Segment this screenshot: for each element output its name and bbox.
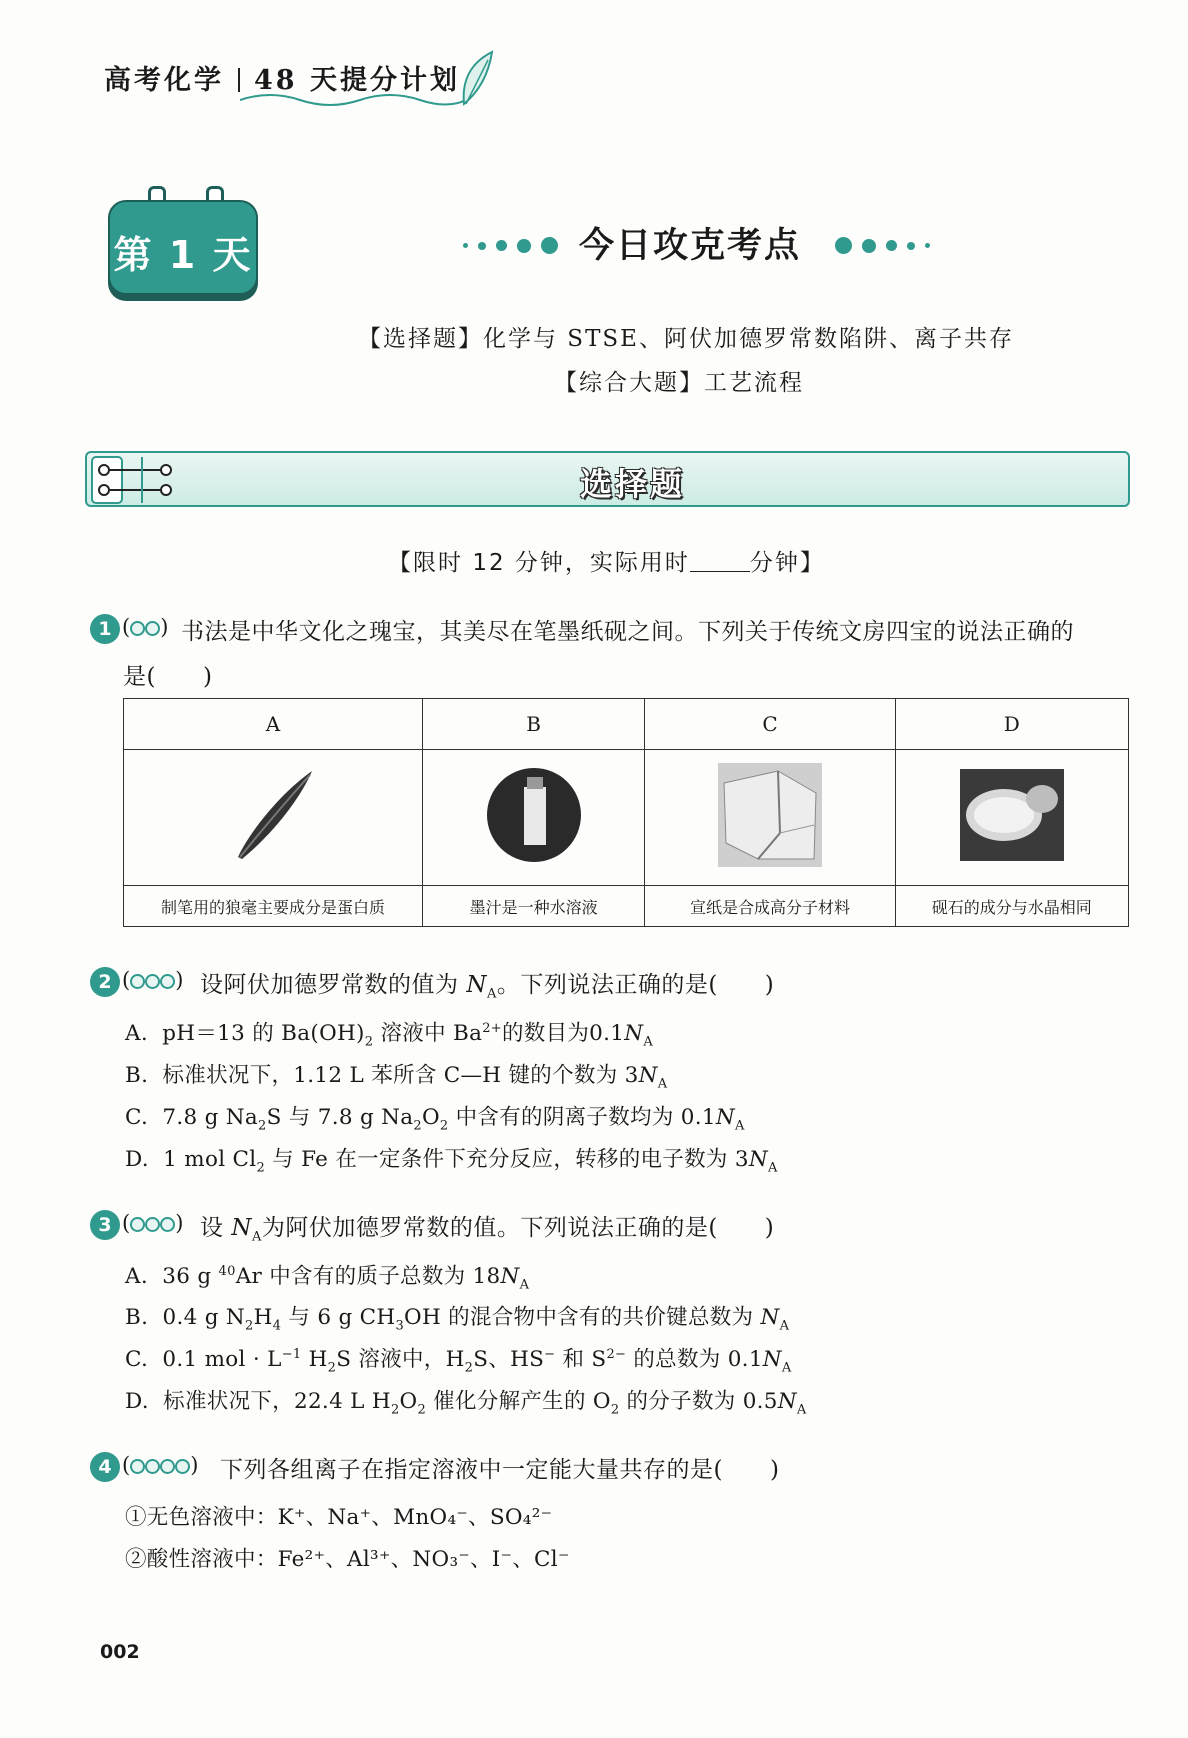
question-number-1: 1 bbox=[90, 614, 120, 644]
inkstone-image bbox=[960, 769, 1064, 861]
q4-item-1: ①无色溶液中：K⁺、Na⁺、MnO₄⁻、SO₄²⁻ bbox=[125, 1505, 553, 1530]
q1-options-table bbox=[123, 698, 1129, 927]
actual-time-blank[interactable] bbox=[690, 549, 750, 572]
page-number: 002 bbox=[100, 1641, 140, 1663]
q2-option-b: B. 标准状况下，1.12 L 苯所含 C—H 键的个数为 $3N_A$ bbox=[125, 1063, 668, 1092]
heading-dots-left bbox=[458, 235, 563, 255]
col-header-a: A bbox=[124, 699, 423, 750]
difficulty-q2: ( ) bbox=[122, 968, 184, 992]
image-cell-d bbox=[895, 750, 1128, 886]
time-limit-minutes: 12 bbox=[472, 550, 506, 576]
binder-clip-icon bbox=[90, 455, 180, 505]
page-heading: 今日攻克考点 bbox=[579, 226, 802, 266]
caption-c: 宣纸是合成高分子材料 bbox=[645, 886, 895, 927]
time-limit: 【限时 12 分钟，实际用时 分钟】 bbox=[388, 550, 825, 576]
q4-item-2: ②酸性溶液中：Fe²⁺、Al³⁺、NO₃⁻、I⁻、Cl⁻ bbox=[125, 1547, 570, 1572]
question-number-4: 4 bbox=[90, 1452, 120, 1482]
q3-option-c: C. 0.1 mol · $L^{-1}$ $H_2S$ 溶液中，$H_2S$、HS− 和 $S^{2-}$ 的总数为 $0.1N_A$ bbox=[125, 1346, 792, 1376]
header-wave-decoration bbox=[240, 88, 470, 108]
question-number-3: 3 bbox=[90, 1210, 120, 1240]
q1-stem-line1: 书法是中华文化之瑰宝，其美尽在笔墨纸砚之间。下列关于传统文房四宝的说法正确的 bbox=[181, 619, 1074, 645]
difficulty-q4: ( ) bbox=[122, 1453, 199, 1477]
q2-option-d: D. 1 mol $Cl_2$ 与 Fe 在一定条件下充分反应，转移的电子数为 $3N_A$ bbox=[125, 1147, 778, 1176]
paper-image bbox=[718, 763, 822, 867]
topic-comprehensive: 【综合大题】工艺流程 bbox=[554, 370, 804, 396]
col-header-b: B bbox=[422, 699, 644, 750]
caption-d: 砚石的成分与水晶相同 bbox=[895, 886, 1128, 927]
image-cell-c bbox=[645, 750, 895, 886]
ink-image bbox=[484, 765, 584, 865]
caption-b: 墨汁是一种水溶液 bbox=[422, 886, 644, 927]
question-number-2: 2 bbox=[90, 967, 120, 997]
q3-option-a: A. 36 g $^{40}$Ar 中含有的质子总数为 $18N_A$ bbox=[125, 1263, 530, 1293]
topic-choice: 【选择题】化学与 STSE、阿伏加德罗常数陷阱、离子共存 bbox=[358, 326, 1014, 352]
section-title: 选择题 bbox=[580, 465, 686, 503]
feather-icon bbox=[458, 50, 498, 110]
day-badge bbox=[108, 200, 258, 295]
q2-option-c: C. 7.8 g $Na_2S$ 与 7.8 g $Na_2O_2$ 中含有的阴离子数均为 $0.1N_A$ bbox=[125, 1105, 745, 1134]
heading-dots-right bbox=[830, 235, 935, 255]
q4-stem: 下列各组离子在指定溶液中一定能大量共存的是( ) bbox=[220, 1457, 780, 1483]
q3-option-b: B. 0.4 g $N_2H_4$ 与 6 g $CH_3OH$ 的混合物中含有的共价键总数为 $N_A$ bbox=[125, 1305, 790, 1334]
col-header-c: C bbox=[645, 699, 895, 750]
caption-a: 制笔用的狼毫主要成分是蛋白质 bbox=[124, 886, 423, 927]
q1-stem-line2: 是( ) bbox=[123, 664, 213, 690]
q2-stem: 设阿伏加德罗常数的值为 $N_A$。下列说法正确的是( ) bbox=[200, 972, 775, 1002]
header-plan: 48 天提分计划 bbox=[254, 65, 460, 96]
image-cell-a bbox=[124, 750, 423, 886]
difficulty-q3: ( ) bbox=[122, 1211, 184, 1235]
q3-stem: 设 $N_A$为阿伏加德罗常数的值。下列说法正确的是( ) bbox=[200, 1215, 775, 1245]
difficulty-q1: ( ) bbox=[122, 615, 169, 639]
header-subject: 高考化学 bbox=[104, 65, 224, 96]
image-cell-b bbox=[422, 750, 644, 886]
brush-image bbox=[228, 765, 318, 865]
day-badge-label: 第 1 天 bbox=[113, 233, 253, 277]
q2-option-a: A. pH＝13 的 $Ba(OH)_2$ 溶液中 $Ba^{2+}$的数目为$0.1N_A$ bbox=[125, 1020, 654, 1050]
col-header-d: D bbox=[895, 699, 1128, 750]
q3-option-d: D. 标准状况下，22.4 L $H_2O_2$ 催化分解产生的 $O_2$ 的分子数为 $0.5N_A$ bbox=[125, 1389, 807, 1418]
